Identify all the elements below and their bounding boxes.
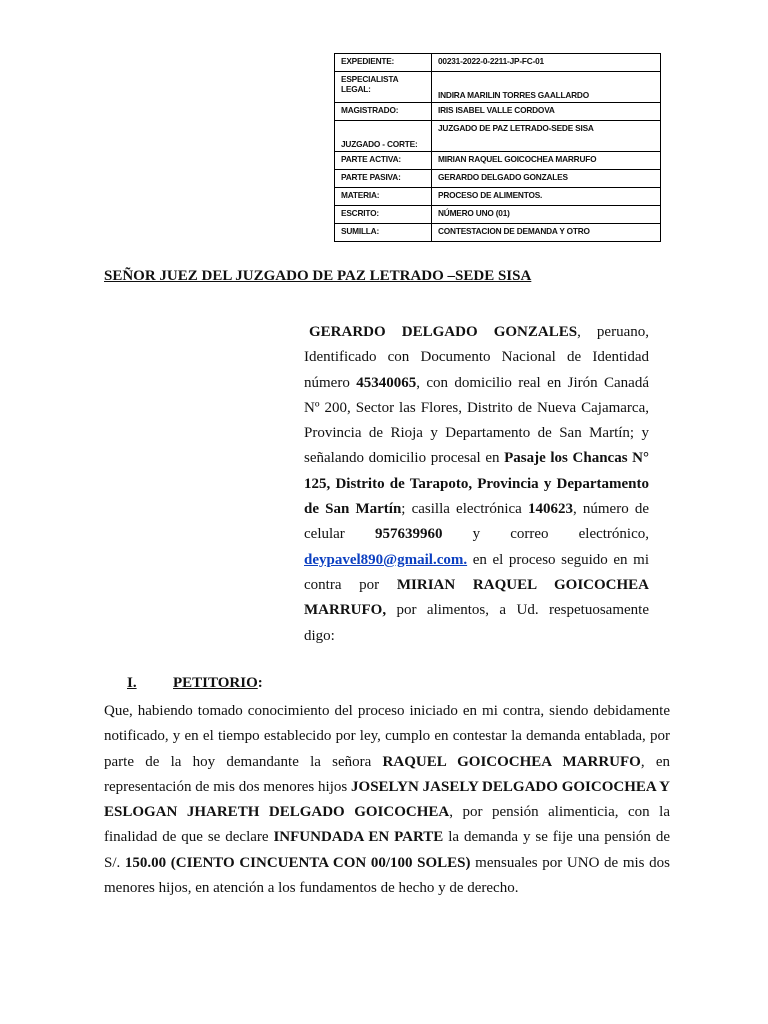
magistrado-label: MAGISTRADO: [335, 103, 432, 121]
row-sumilla [335, 224, 661, 242]
materia-label: MATERIA: [335, 188, 432, 206]
children-names: JOSELYN JASELY DELGADO GOICOCHEA Y ESLOGAN JHARETH DELGADO GOICOCHEA [104, 778, 670, 821]
sumilla-value: CONTESTACION DE DEMANDA Y OTRO [432, 224, 661, 242]
email-link[interactable]: deypavel890@gmail.com. [304, 551, 468, 568]
escrito-value: NÚMERO UNO (01) [432, 206, 661, 224]
row-expediente [335, 54, 661, 72]
row-especialista [335, 72, 661, 103]
row-escrito [335, 206, 661, 224]
row-parte-activa [335, 152, 661, 170]
procedural-address: Pasaje los Chancas N° 125, Distrito de Tarapoto, Provincia y Departamento de San Martín [304, 450, 649, 518]
petitorio-text-5: mensuales por UNO de mis dos menores hijos, en atención a los fundamentos de hecho y de derecho. [104, 854, 670, 897]
row-parte-pasiva [335, 170, 661, 188]
section-title: PETITORIO [173, 675, 258, 691]
case-info-table [334, 53, 661, 242]
section-number: I. [127, 675, 137, 691]
intro-text-4: , número de celular [304, 501, 649, 543]
especialista-label: ESPECIALISTA LEGAL: [335, 72, 432, 103]
expediente-value: 00231-2022-0-2211-JP-FC-01 [432, 54, 661, 72]
magistrado-value: IRIS ISABEL VALLE CORDOVA [432, 103, 661, 121]
section-heading-petitorio [127, 675, 263, 692]
row-materia [335, 188, 661, 206]
ruling-request: INFUNDADA EN PARTE [273, 829, 444, 846]
sumilla-label: SUMILLA: [335, 224, 432, 242]
phone-number: 957639960 [374, 526, 443, 543]
intro-text-7: por alimentos, a Ud. respetuosamente digo: [304, 602, 649, 644]
pension-amount: 150.00 (CIENTO CINCUENTA CON 00/100 SOLES) [124, 854, 471, 871]
section-colon: : [257, 675, 263, 691]
intro-text-6: en el proceso seguido en mi contra por [304, 551, 649, 593]
intro-paragraph [304, 320, 649, 649]
parte-pasiva-label: PARTE PASIVA: [335, 170, 432, 188]
escrito-label: ESCRITO: [335, 206, 432, 224]
plaintiff-name: MIRIAN RAQUEL GOICOCHEA MARRUFO, [304, 576, 649, 619]
petitorio-paragraph [104, 699, 670, 901]
juzgado-label: JUZGADO - CORTE: [335, 121, 432, 152]
petitorio-text-3: , por pensión alimenticia, con la finalidad de que se declare [104, 804, 670, 846]
intro-text-5: y correo electrónico, [442, 526, 649, 543]
parte-activa-value: MIRIAN RAQUEL GOICOCHEA MARRUFO [432, 152, 661, 170]
row-magistrado [335, 103, 661, 121]
petitorio-text-4: la demanda y se fije una pensión de S/. [104, 829, 670, 871]
electronic-box-number: 140623 [527, 501, 573, 518]
defendant-name: GERARDO DELGADO GONZALES [309, 324, 578, 340]
addressee-heading: SEÑOR JUEZ DEL JUZGADO DE PAZ LETRADO –SEDE SISA [104, 268, 532, 284]
intro-text-1: , peruano, Identificado con Documento Nacional de Identidad número [304, 324, 649, 391]
intro-text-3: ; casilla electrónica [401, 501, 528, 518]
materia-value: PROCESO DE ALIMENTOS. [432, 188, 661, 206]
parte-activa-label: PARTE ACTIVA: [335, 152, 432, 170]
plaintiff-short-name: RAQUEL GOICOCHEA MARRUFO [382, 753, 641, 770]
petitorio-text-1: Que, habiendo tomado conocimiento del proceso iniciado en mi contra, siendo debidamente notificado, y en el tiempo establecido por ley, cumplo en contestar la demanda entablada, por parte de la hoy demandante la señora [104, 703, 670, 770]
dni-number: 45340065 [356, 374, 417, 391]
expediente-label: EXPEDIENTE: [335, 54, 432, 72]
intro-text-2: , con domicilio real en Jirón Canadá Nº 200, Sector las Flores, Distrito de Nueva Cajamarca, Provincia de Rioja y Departamento de San Martín; y señalando domicilio procesal en [304, 374, 649, 467]
row-juzgado [335, 121, 661, 152]
especialista-value: INDIRA MARILIN TORRES GAALLARDO [432, 72, 661, 103]
juzgado-value: JUZGADO DE PAZ LETRADO-SEDE SISA [432, 121, 661, 152]
parte-pasiva-value: GERARDO DELGADO GONZALES [432, 170, 661, 188]
petitorio-text-2: , en representación de mis dos menores hijos [104, 753, 670, 795]
